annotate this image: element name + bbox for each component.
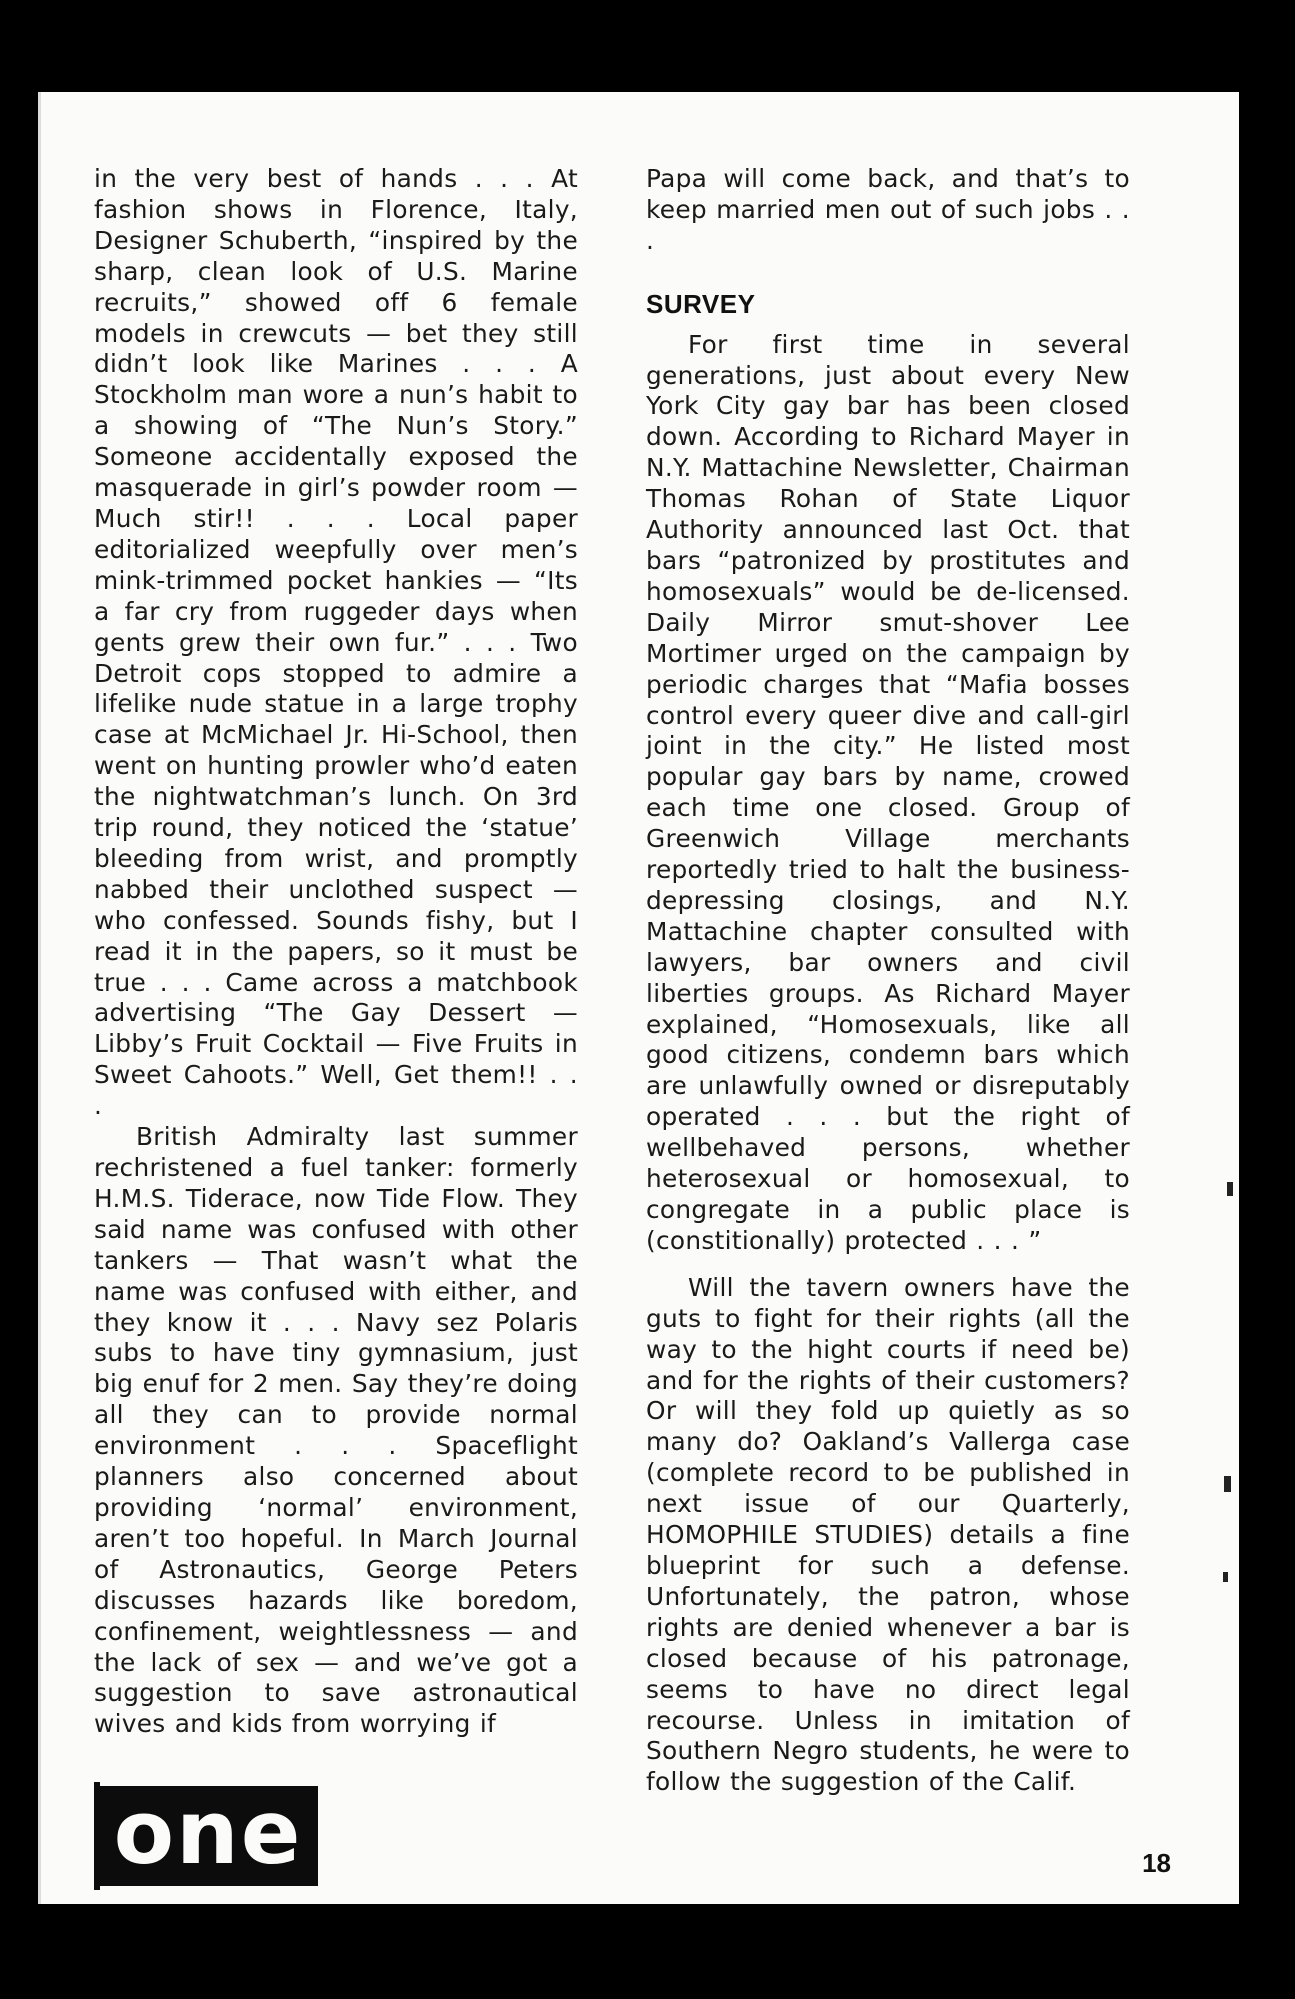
section-heading: SURVEY: [646, 288, 756, 319]
right-paragraph-3: Will the tavern owners have the guts to fight for their rights (all the way to the hight courts if need be) and for the rights of their customers? Or will they fold up quietly as so many do? Oakland’s Vallerga case (complete record to be published in next issue of our Quarterly, HOMOPHILE STUDIES) details a fine blueprint for such a defense. Unfortunately, the patron, whose rights are denied whenever a bar is closed because of his patronage, seems to have no direct legal recourse. Unless in imitation of Southern Negro students, he were to follow the suggestion of the Calif.: [646, 1272, 1130, 1797]
binding-mark: [1224, 1476, 1231, 1492]
binding-mark: [1223, 1572, 1228, 1582]
magazine-logo: one: [98, 1786, 318, 1886]
right-paragraph-1: Papa will come back, and that’s to keep married men out of such jobs . . .: [646, 164, 1130, 255]
right-paragraph-2: For first time in several generations, just about every New York City gay bar has been closed down. According to Richard Mayer in N.Y. Mattachine Newsletter, Chairman Thomas Rohan of State Liquor Authority announced last Oct. that bars “patronized by prostitutes and homosexuals” would be de-licensed. Daily Mirror smut-shover Lee Mortimer urged on the campaign by periodic charges that “Mafia bosses control every queer dive and call-girl joint in the city.” He listed most popular gay bars by name, crowed each time one closed. Group of Greenwich Village merchants reportedly tried to halt the business-depressing closings, and N.Y. Mattachine chapter consulted with lawyers, bar owners and civil liberties groups. As Richard Mayer explained, “Homosexuals, like all good citizens, condemn bars which are unlawfully owned or disreputably operated . . . but the right of wellbehaved persons, whether heterosexual or homosexual, to congregate in a public place is (constitionally) protected . . . ”: [646, 329, 1130, 1255]
left-paragraph-2: British Admiralty last summer rechristened a fuel tanker: formerly H.M.S. Tiderace, now Tide Flow. They said name was confused with other tankers — That wasn’t what the name was confused with either, and they know it . . . Navy sez Polaris subs to have tiny gymnasium, just big enuf for 2 men. Say they’re doing all they can to provide normal environment . . . Spaceflight planners also concerned about providing ‘normal’ environment, aren’t too hopeful. In March Journal of Astronautics, George Peters discusses hazards like boredom, confinement, weightlessness — and the lack of sex — and we’ve got a suggestion to save astronautical wives and kids from worrying if: [94, 1122, 578, 1739]
magazine-page: [38, 92, 1239, 1904]
page-number: 18: [1142, 1848, 1171, 1878]
left-column: [94, 164, 578, 1740]
left-paragraph-1: in the very best of hands . . . At fashion shows in Florence, Italy, Designer Schuberth, “inspired by the sharp, clean look of U.S. Marine recruits,” showed off 6 female models in crewcuts — bet they still didn’t look like Marines . . . A Stockholm man wore a nun’s habit to a showing of “The Nun’s Story.” Someone accidentally exposed the masquerade in girl’s powder room — Much stir!! . . . Local paper editorialized weepfully over men’s mink-trimmed pocket hankies — “Its a far cry from ruggeder days when gents grew their own fur.” . . . Two Detroit cops stopped to admire a lifelike nude statue in a large trophy case at McMichael Jr. Hi-School, then went on hunting prowler who’d eaten the nightwatchman’s lunch. On 3rd trip round, they noticed the ‘statue’ bleeding from wrist, and promptly nabbed their unclothed suspect — who confessed. Sounds fishy, but I read it in the papers, so it must be true . . . Came across a matchbook advertising “The Gay Dessert — Libby’s Fruit Cocktail — Five Fruits in Sweet Cahoots.” Well, Get them!! . . .: [94, 164, 578, 1121]
binding-mark: [1227, 1182, 1233, 1196]
right-column: [646, 164, 1130, 1798]
